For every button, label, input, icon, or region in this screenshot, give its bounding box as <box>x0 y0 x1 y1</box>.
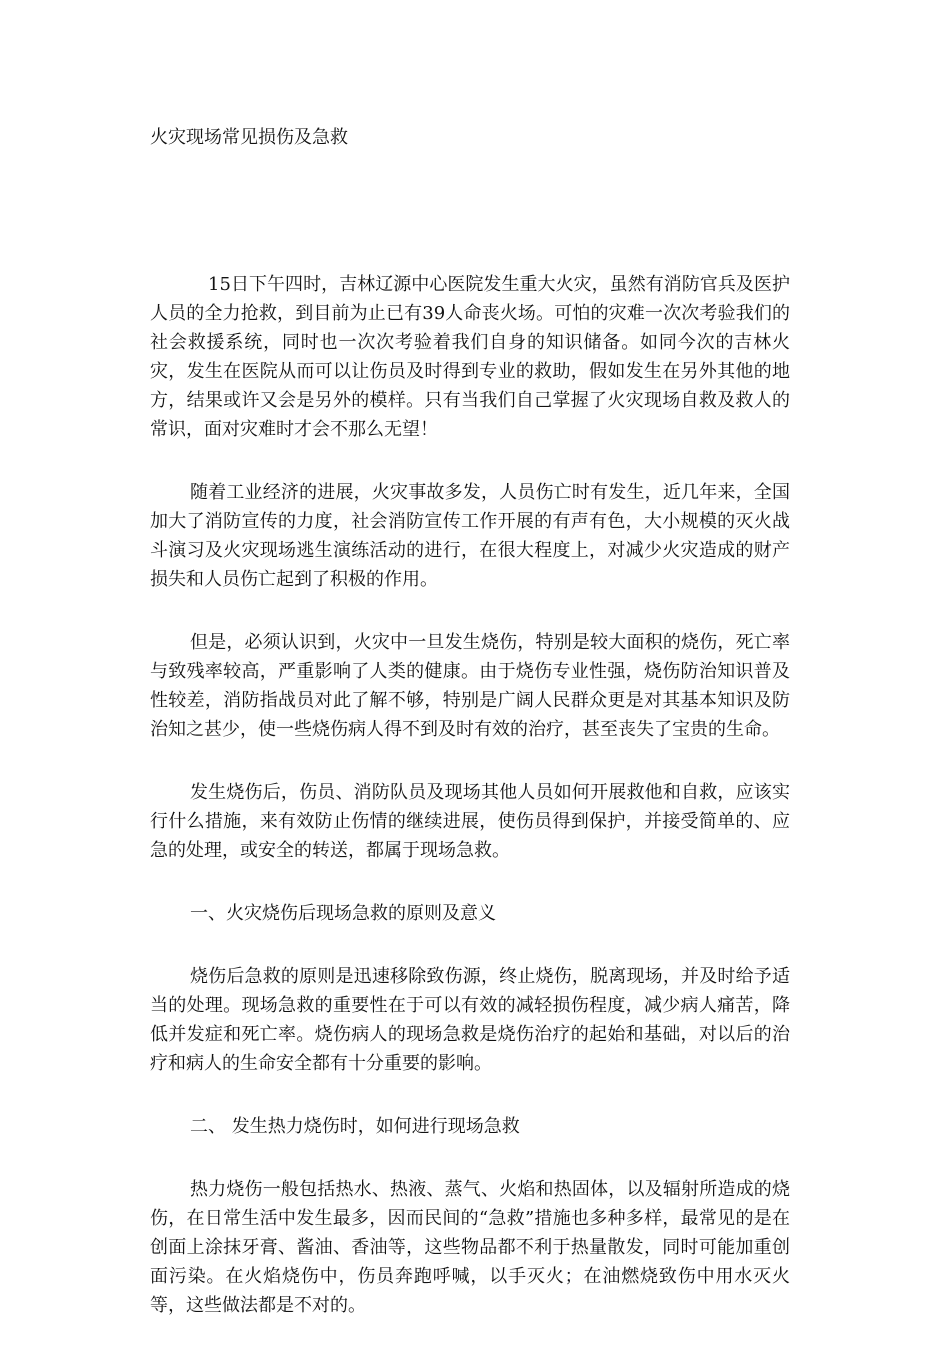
paragraph-principles: 烧伤后急救的原则是迅速移除致伤源，终止烧伤，脱离现场，并及时给予适当的处理。现场急救的重要性在于可以有效的减轻损伤程度，减少病人痛苦，降低并发症和死亡率。烧伤病人的现场急救是烧伤治疗的起始和基础，对以后的治疗和病人的生命安全都有十分重要的影响。 <box>150 966 790 1074</box>
document-title: 火灾现场常见损伤及急救 <box>150 127 348 148</box>
section-heading-2: 二、 发生热力烧伤时，如何进行现场急救 <box>190 1116 520 1137</box>
paragraph-first-aid-definition: 发生烧伤后，伤员、消防队员及现场其他人员如何开展救他和自救，应该实行什么措施，来有效防止伤情的继续进展，使伤员得到保护，并接受简单的、应急的处理，或安全的转送，都属于现场急救。 <box>150 782 790 861</box>
section-heading-1: 一、火灾烧伤后现场急救的原则及意义 <box>190 903 496 924</box>
paragraph-burn-risk: 但是，必须认识到，火灾中一旦发生烧伤，特别是较大面积的烧伤，死亡率与致残率较高，严重影响了人类的健康。由于烧伤专业性强，烧伤防治知识普及性较差，消防指战员对此了解不够，特别是广阔人民群众更是对其基本知识及防治知之甚少，使一些烧伤病人得不到及时有效的治疗，甚至丧失了宝贵的生命。 <box>150 632 790 740</box>
document-body <box>150 270 790 1354</box>
paragraph-thermal-burns: 热力烧伤一般包括热水、热液、蒸气、火焰和热固体，以及辐射所造成的烧伤，在日常生活中发生最多，因而民间的“急救”措施也多种多样，最常见的是在创面上涂抹牙膏、酱油、香油等，这些物品都不利于热量散发，同时可能加重创面污染。在火焰烧伤中，伤员奔跑呼喊，以手灭火；在油燃烧致伤中用水灭火等，这些做法都是不对的。 <box>150 1179 790 1316</box>
paragraph-intro: 15日下午四时，吉林辽源中心医院发生重大火灾，虽然有消防官兵及医护人员的全力抢救，到目前为止已有39人命丧火场。可怕的灾难一次次考验我们的社会救援系统，同时也一次次考验着我们自身的知识储备。如同今次的吉林火灾，发生在医院从而可以让伤员及时得到专业的救助，假如发生在另外其他的地方，结果或许又会是另外的模样。只有当我们自己掌握了火灾现场自救及救人的常识，面对灾难时才会不那么无望！ <box>150 274 790 440</box>
paragraph-background: 随着工业经济的进展，火灾事故多发，人员伤亡时有发生，近几年来，全国加大了消防宣传的力度，社会消防宣传工作开展的有声有色，大小规模的灭火战斗演习及火灾现场逃生演练活动的进行，在很大程度上，对减少火灾造成的财产损失和人员伤亡起到了积极的作用。 <box>150 482 790 590</box>
